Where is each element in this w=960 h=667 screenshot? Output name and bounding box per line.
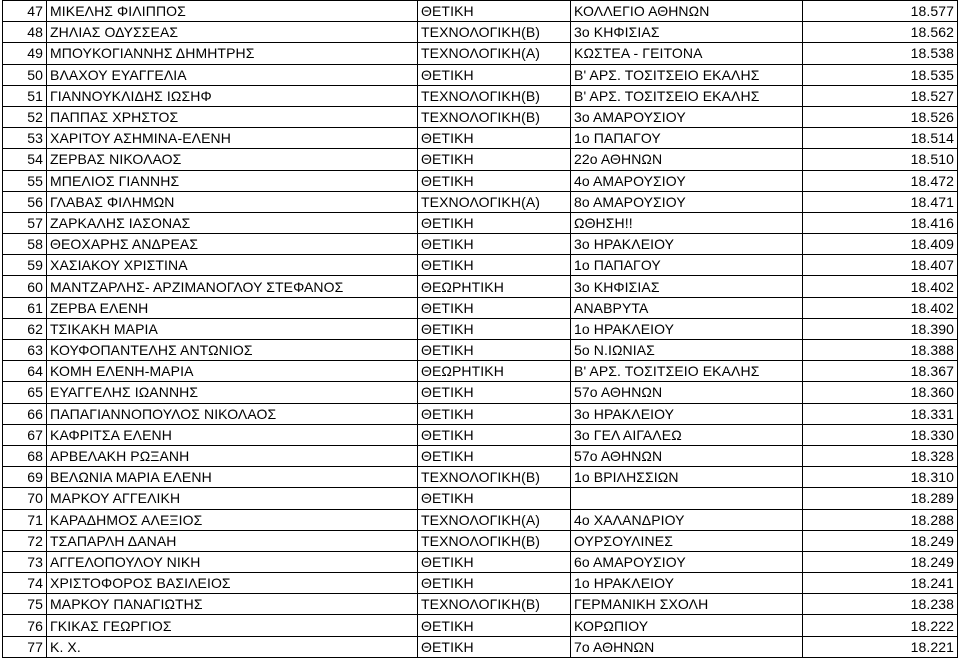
table-row [3, 403, 958, 424]
rank-cell: 70 [3, 488, 47, 509]
rank-cell: 54 [3, 149, 47, 170]
score-cell: 18.310 [803, 467, 958, 488]
school-cell: 4ο ΑΜΑΡΟΥΣΙΟΥ [571, 170, 803, 191]
student-name-cell: ΜΑΝΤΖΑΡΛΗΣ- ΑΡΖΙΜΑΝΟΓΛΟΥ ΣΤΕΦΑΝΟΣ [47, 276, 418, 297]
table-row [3, 43, 958, 64]
direction-cell: ΘΕΤΙΚΗ [418, 170, 571, 191]
score-cell: 18.402 [803, 276, 958, 297]
school-cell: Β' ΑΡΣ. ΤΟΣΙΤΣΕΙΟ ΕΚΑΛΗΣ [571, 85, 803, 106]
rank-cell: 49 [3, 43, 47, 64]
table-row [3, 255, 958, 276]
score-cell: 18.289 [803, 488, 958, 509]
table-row [3, 573, 958, 594]
score-cell: 18.367 [803, 361, 958, 382]
direction-cell: ΘΕΤΙΚΗ [418, 340, 571, 361]
student-name-cell: ΕΥΑΓΓΕΛΗΣ ΙΩΑΝΝΗΣ [47, 382, 418, 403]
table-row [3, 488, 958, 509]
rank-cell: 67 [3, 424, 47, 445]
direction-cell: ΤΕΧΝΟΛΟΓΙΚΗ(Α) [418, 509, 571, 530]
rank-cell: 47 [3, 1, 47, 22]
score-cell: 18.409 [803, 234, 958, 255]
student-name-cell: ΑΡΒΕΛΑΚΗ ΡΩΞΑΝΗ [47, 445, 418, 466]
student-name-cell: ΓΛΑΒΑΣ ΦΙΛΗΜΩΝ [47, 191, 418, 212]
rank-cell: 56 [3, 191, 47, 212]
student-name-cell: ΧΑΣΙΑΚΟΥ ΧΡΙΣΤΙΝΑ [47, 255, 418, 276]
table-row [3, 361, 958, 382]
student-name-cell: ΓΙΑΝΝΟΥΚΛΙΔΗΣ ΙΩΣΗΦ [47, 85, 418, 106]
results-table [2, 0, 958, 658]
rank-cell: 51 [3, 85, 47, 106]
score-cell: 18.577 [803, 1, 958, 22]
student-name-cell: ΖΑΡΚΑΛΗΣ ΙΑΣΟΝΑΣ [47, 212, 418, 233]
student-name-cell: ΒΛΑΧΟΥ ΕΥΑΓΓΕΛΙΑ [47, 64, 418, 85]
direction-cell: ΘΕΤΙΚΗ [418, 615, 571, 636]
student-name-cell: ΠΑΠΠΑΣ ΧΡΗΣΤΟΣ [47, 106, 418, 127]
table-row [3, 170, 958, 191]
rank-cell: 73 [3, 551, 47, 572]
school-cell: ΚΩΣΤΕΑ - ΓΕΙΤΟΝΑ [571, 43, 803, 64]
table-row [3, 106, 958, 127]
score-cell: 18.514 [803, 128, 958, 149]
student-name-cell: ΚΑΦΡΙΤΣΑ ΕΛΕΝΗ [47, 424, 418, 445]
direction-cell: ΘΕΤΙΚΗ [418, 403, 571, 424]
student-name-cell: ΧΡΙΣΤΟΦΟΡΟΣ ΒΑΣΙΛΕΙΟΣ [47, 573, 418, 594]
student-name-cell: ΠΑΠΑΓΙΑΝΝΟΠΟΥΛΟΣ ΝΙΚΟΛΑΟΣ [47, 403, 418, 424]
score-cell: 18.249 [803, 530, 958, 551]
school-cell: 3ο ΑΜΑΡΟΥΣΙΟΥ [571, 106, 803, 127]
student-name-cell: ΤΣΑΠΑΡΛΗ ΔΑΝΑΗ [47, 530, 418, 551]
rank-cell: 69 [3, 467, 47, 488]
direction-cell: ΘΕΤΙΚΗ [418, 255, 571, 276]
school-cell: 3ο ΗΡΑΚΛΕΙΟΥ [571, 403, 803, 424]
rank-cell: 75 [3, 594, 47, 615]
score-cell: 18.241 [803, 573, 958, 594]
school-cell: Β' ΑΡΣ. ΤΟΣΙΤΣΕΙΟ ΕΚΑΛΗΣ [571, 361, 803, 382]
table-row [3, 530, 958, 551]
student-name-cell: ΖΕΡΒΑΣ ΝΙΚΟΛΑΟΣ [47, 149, 418, 170]
table-row [3, 128, 958, 149]
table-row [3, 594, 958, 615]
table-row [3, 234, 958, 255]
direction-cell: ΘΕΤΙΚΗ [418, 636, 571, 657]
rank-cell: 65 [3, 382, 47, 403]
student-name-cell: ΜΙΚΕΛΗΣ ΦΙΛΙΠΠΟΣ [47, 1, 418, 22]
score-cell: 18.471 [803, 191, 958, 212]
table-row [3, 551, 958, 572]
student-name-cell: ΤΣΙΚΑΚΗ ΜΑΡΙΑ [47, 318, 418, 339]
rank-cell: 74 [3, 573, 47, 594]
student-name-cell: ΚΟΥΦΟΠΑΝΤΕΛΗΣ ΑΝΤΩΝΙΟΣ [47, 340, 418, 361]
rank-cell: 62 [3, 318, 47, 339]
student-name-cell: ΚΟΜΗ ΕΛΕΝΗ-ΜΑΡΙΑ [47, 361, 418, 382]
score-cell: 18.288 [803, 509, 958, 530]
score-cell: 18.527 [803, 85, 958, 106]
table-row [3, 424, 958, 445]
school-cell: 1ο ΗΡΑΚΛΕΙΟΥ [571, 318, 803, 339]
score-cell: 18.238 [803, 594, 958, 615]
score-cell: 18.249 [803, 551, 958, 572]
score-cell: 18.330 [803, 424, 958, 445]
table-row [3, 509, 958, 530]
table-row [3, 85, 958, 106]
school-cell: ΓΕΡΜΑΝΙΚΗ ΣΧΟΛΗ [571, 594, 803, 615]
score-cell: 18.416 [803, 212, 958, 233]
student-name-cell: Κ. Χ. [47, 636, 418, 657]
table-row [3, 636, 958, 657]
school-cell: ΚΟΡΩΠΙΟΥ [571, 615, 803, 636]
score-cell: 18.526 [803, 106, 958, 127]
score-cell: 18.328 [803, 445, 958, 466]
direction-cell: ΤΕΧΝΟΛΟΓΙΚΗ(Β) [418, 467, 571, 488]
table-row [3, 1, 958, 22]
school-cell: ΩΘΗΣΗ!! [571, 212, 803, 233]
direction-cell: ΘΕΩΡΗΤΙΚΗ [418, 276, 571, 297]
school-cell: ΟΥΡΣΟΥΛΙΝΕΣ [571, 530, 803, 551]
rank-cell: 76 [3, 615, 47, 636]
direction-cell: ΘΕΤΙΚΗ [418, 551, 571, 572]
score-cell: 18.510 [803, 149, 958, 170]
rank-cell: 63 [3, 340, 47, 361]
rank-cell: 57 [3, 212, 47, 233]
table-row [3, 276, 958, 297]
score-cell: 18.407 [803, 255, 958, 276]
school-cell: 22ο ΑΘΗΝΩΝ [571, 149, 803, 170]
score-cell: 18.221 [803, 636, 958, 657]
student-name-cell: ΜΑΡΚΟΥ ΠΑΝΑΓΙΩΤΗΣ [47, 594, 418, 615]
rank-cell: 59 [3, 255, 47, 276]
table-row [3, 615, 958, 636]
rank-cell: 55 [3, 170, 47, 191]
student-name-cell: ΜΑΡΚΟΥ ΑΓΓΕΛΙΚΗ [47, 488, 418, 509]
direction-cell: ΘΕΤΙΚΗ [418, 445, 571, 466]
school-cell: 3ο ΚΗΦΙΣΙΑΣ [571, 276, 803, 297]
table-row [3, 297, 958, 318]
direction-cell: ΘΕΤΙΚΗ [418, 297, 571, 318]
student-name-cell: ΖΕΡΒΑ ΕΛΕΝΗ [47, 297, 418, 318]
student-name-cell: ΧΑΡΙΤΟΥ ΑΣΗΜΙΝΑ-ΕΛΕΝΗ [47, 128, 418, 149]
school-cell: 3ο ΚΗΦΙΣΙΑΣ [571, 22, 803, 43]
school-cell: 3ο ΗΡΑΚΛΕΙΟΥ [571, 234, 803, 255]
school-cell: 1ο ΒΡΙΛΗΣΣΙΩΝ [571, 467, 803, 488]
direction-cell: ΘΕΤΙΚΗ [418, 234, 571, 255]
rank-cell: 68 [3, 445, 47, 466]
student-name-cell: ΑΓΓΕΛΟΠΟΥΛΟΥ ΝΙΚΗ [47, 551, 418, 572]
school-cell [571, 488, 803, 509]
direction-cell: ΘΕΩΡΗΤΙΚΗ [418, 361, 571, 382]
school-cell: 6ο ΑΜΑΡΟΥΣΙΟΥ [571, 551, 803, 572]
school-cell: ΚΟΛΛΕΓΙΟ ΑΘΗΝΩΝ [571, 1, 803, 22]
student-name-cell: ΜΠΟΥΚΟΓΙΑΝΝΗΣ ΔΗΜΗΤΡΗΣ [47, 43, 418, 64]
student-name-cell: ΓΚΙΚΑΣ ΓΕΩΡΓΙΟΣ [47, 615, 418, 636]
school-cell: 5ο Ν.ΙΩΝΙΑΣ [571, 340, 803, 361]
score-cell: 18.402 [803, 297, 958, 318]
school-cell: 8ο ΑΜΑΡΟΥΣΙΟΥ [571, 191, 803, 212]
direction-cell: ΤΕΧΝΟΛΟΓΙΚΗ(Α) [418, 43, 571, 64]
school-cell: 1ο ΠΑΠΑΓΟΥ [571, 255, 803, 276]
student-name-cell: ΜΠΕΛΙΟΣ ΓΙΑΝΝΗΣ [47, 170, 418, 191]
school-cell: 57ο ΑΘΗΝΩΝ [571, 382, 803, 403]
table-row [3, 340, 958, 361]
school-cell: 57ο ΑΘΗΝΩΝ [571, 445, 803, 466]
direction-cell: ΘΕΤΙΚΗ [418, 1, 571, 22]
rank-cell: 64 [3, 361, 47, 382]
direction-cell: ΤΕΧΝΟΛΟΓΙΚΗ(Β) [418, 85, 571, 106]
score-cell: 18.472 [803, 170, 958, 191]
score-cell: 18.388 [803, 340, 958, 361]
direction-cell: ΘΕΤΙΚΗ [418, 64, 571, 85]
school-cell: 3ο ΓΕΛ ΑΙΓΑΛΕΩ [571, 424, 803, 445]
school-cell: Β' ΑΡΣ. ΤΟΣΙΤΣΕΙΟ ΕΚΑΛΗΣ [571, 64, 803, 85]
student-name-cell: ΚΑΡΑΔΗΜΟΣ ΑΛΕΞΙΟΣ [47, 509, 418, 530]
student-name-cell: ΒΕΛΩΝΙΑ ΜΑΡΙΑ ΕΛΕΝΗ [47, 467, 418, 488]
direction-cell: ΘΕΤΙΚΗ [418, 212, 571, 233]
direction-cell: ΘΕΤΙΚΗ [418, 424, 571, 445]
school-cell: ΑΝΑΒΡΥΤΑ [571, 297, 803, 318]
table-row [3, 64, 958, 85]
student-name-cell: ΖΗΛΙΑΣ ΟΔΥΣΣΕΑΣ [47, 22, 418, 43]
direction-cell: ΘΕΤΙΚΗ [418, 488, 571, 509]
school-cell: 1ο ΠΑΠΑΓΟΥ [571, 128, 803, 149]
score-cell: 18.222 [803, 615, 958, 636]
table-row [3, 22, 958, 43]
table-row [3, 467, 958, 488]
rank-cell: 66 [3, 403, 47, 424]
score-cell: 18.535 [803, 64, 958, 85]
score-cell: 18.331 [803, 403, 958, 424]
rank-cell: 53 [3, 128, 47, 149]
direction-cell: ΤΕΧΝΟΛΟΓΙΚΗ(Α) [418, 191, 571, 212]
direction-cell: ΘΕΤΙΚΗ [418, 128, 571, 149]
rank-cell: 71 [3, 509, 47, 530]
table-row [3, 149, 958, 170]
direction-cell: ΘΕΤΙΚΗ [418, 149, 571, 170]
direction-cell: ΤΕΧΝΟΛΟΓΙΚΗ(Β) [418, 530, 571, 551]
rank-cell: 77 [3, 636, 47, 657]
results-table-body [3, 1, 958, 658]
rank-cell: 52 [3, 106, 47, 127]
school-cell: 4ο ΧΑΛΑΝΔΡΙΟΥ [571, 509, 803, 530]
rank-cell: 48 [3, 22, 47, 43]
rank-cell: 60 [3, 276, 47, 297]
table-row [3, 318, 958, 339]
rank-cell: 50 [3, 64, 47, 85]
student-name-cell: ΘΕΟΧΑΡΗΣ ΑΝΔΡΕΑΣ [47, 234, 418, 255]
table-row [3, 445, 958, 466]
direction-cell: ΘΕΤΙΚΗ [418, 573, 571, 594]
direction-cell: ΤΕΧΝΟΛΟΓΙΚΗ(Β) [418, 594, 571, 615]
direction-cell: ΘΕΤΙΚΗ [418, 318, 571, 339]
rank-cell: 72 [3, 530, 47, 551]
table-row [3, 212, 958, 233]
score-cell: 18.538 [803, 43, 958, 64]
direction-cell: ΤΕΧΝΟΛΟΓΙΚΗ(Β) [418, 22, 571, 43]
direction-cell: ΘΕΤΙΚΗ [418, 382, 571, 403]
score-cell: 18.562 [803, 22, 958, 43]
table-row [3, 382, 958, 403]
table-row [3, 191, 958, 212]
rank-cell: 61 [3, 297, 47, 318]
school-cell: 7ο ΑΘΗΝΩΝ [571, 636, 803, 657]
score-cell: 18.390 [803, 318, 958, 339]
score-cell: 18.360 [803, 382, 958, 403]
school-cell: 1ο ΗΡΑΚΛΕΙΟΥ [571, 573, 803, 594]
rank-cell: 58 [3, 234, 47, 255]
direction-cell: ΤΕΧΝΟΛΟΓΙΚΗ(Β) [418, 106, 571, 127]
